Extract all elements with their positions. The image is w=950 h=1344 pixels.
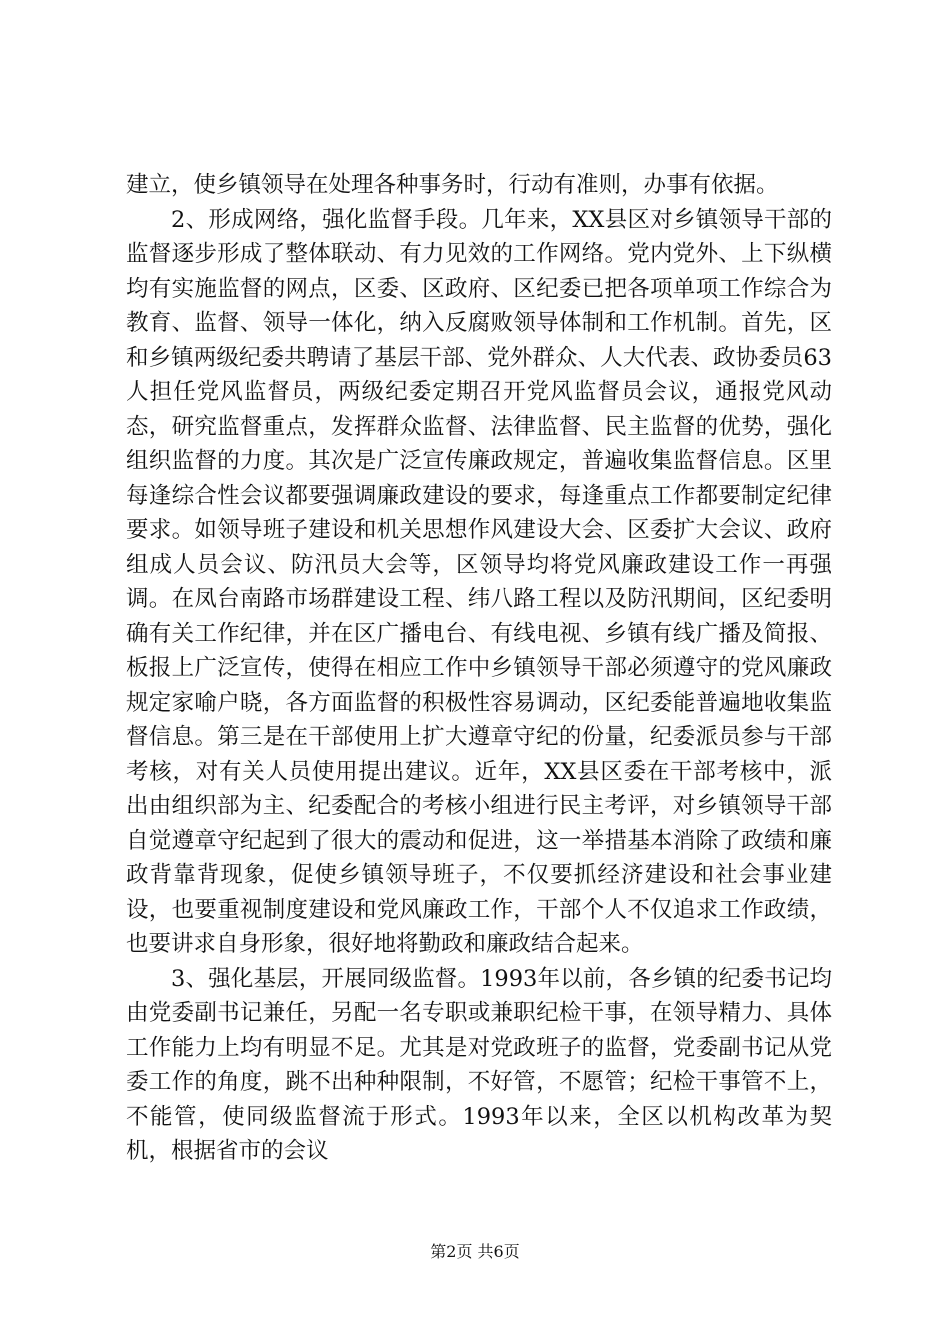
paragraph-continued: 建立，使乡镇领导在处理各种事务时，行动有准则，办事有依据。 — [126, 172, 779, 198]
page-number-footer: 第2页 共6页 — [430, 1242, 520, 1261]
paragraph-grassroots-supervision: 3、强化基层，开展同级监督。1993年以前，各乡镇的纪委书记均由党委副书记兼任，另配一名专职或兼职纪检干事，在领导精力、具体工作能力上均有明显不足。尤其是对党政班子的监督，党委副书记从党委工作的角度，跳不出种种限制，不好管，不愿管；纪检干事管不上，不能管，使同级监督流于形式。1993年以来，全区以机构改革为契机，根据省市的会议 — [126, 965, 832, 1164]
body-text — [126, 168, 832, 1169]
paragraph-network-supervision: 2、形成网络，强化监督手段。几年来，XX县区对乡镇领导干部的监督逐步形成了整体联动、有力见效的工作网络。党内党外、上下纵横均有实施监督的网点，区委、区政府、区纪委已把各项单项工作综合为教育、监督、领导一体化，纳入反腐败领导体制和工作机制。首先，区和乡镇两级纪委共聘请了基层干部、党外群众、人大代表、政协委员63人担任党风监督员，两级纪委定期召开党风监督员会议，通报党风动态，研究监督重点，发挥群众监督、法律监督、民主监督的优势，强化组织监督的力度。其次是广泛宣传廉政规定，普遍收集监督信息。区里每逢综合性会议都要强调廉政建设的要求，每逢重点工作都要制定纪律要求。如领导班子建设和机关思想作风建设大会、区委扩大会议、政府组成人员会议、防汛员大会等，区领导均将党风廉政建设工作一再强调。在凤台南路市场群建设工程、纬八路工程以及防汛期间，区纪委明确有关工作纪律，并在区广播电台、有线电视、乡镇有线广播及简报、板报上广泛宣传，使得在相应工作中乡镇领导干部必须遵守的党风廉政规定家喻户晓，各方面监督的积极性容易调动，区纪委能普遍地收集监督信息。第三是在干部使用上扩大遵章守纪的份量，纪委派员参与干部考核，对有关人员使用提出建议。近年，XX县区委在干部考核中，派出由组织部为主、纪委配合的考核小组进行民主考评，对乡镇领导干部自觉遵章守纪起到了很大的震动和促进，这一举措基本消除了政绩和廉政背靠背现象，促使乡镇领导班子，不仅要抓经济建设和社会事业建设，也要重视制度建设和党风廉政工作，干部个人不仅追求工作政绩，也要讲求自身形象，很好地将勤政和廉政结合起来。 — [126, 206, 832, 957]
